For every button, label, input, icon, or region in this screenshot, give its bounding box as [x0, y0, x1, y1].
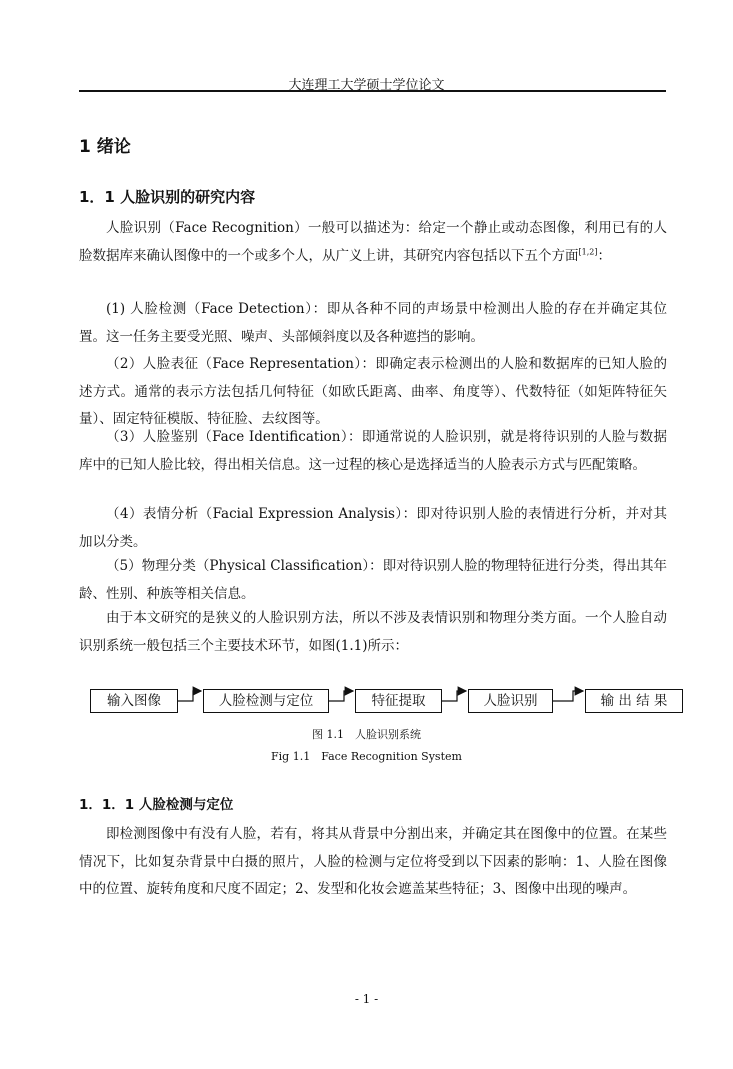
step-output-result: 输 出 结 果: [585, 689, 683, 713]
chapter-heading: 1 绪论: [79, 137, 131, 157]
figure-caption-cn: 图 1.1 人脸识别系统: [312, 728, 421, 741]
arrow-1: [177, 691, 201, 701]
flow-diagram: [79, 679, 683, 719]
step-feature-extraction: 特征提取: [355, 689, 442, 713]
item-face-identification: （3）人脸鉴别（Face Identification）：即通常说的人脸识别，就是将待识别的人脸与数据库中的已知人脸比较，得出相关信息。这一过程的核心是选择适当的人脸表示方式与匹配策略。: [79, 429, 667, 473]
citation: [1,2]: [578, 247, 598, 256]
step-face-recognition: 人脸识别: [468, 689, 553, 713]
figure-caption-en: Fig 1.1 Face Recognition System: [271, 750, 462, 763]
scope-paragraph: 由于本文研究的是狭义的人脸识别方法，所以不涉及表情识别和物理分类方面。一个人脸自动识别系统一般包括三个主要技术环节，如图(1.1)所示：: [79, 610, 667, 654]
intro-tail: ：: [597, 247, 611, 264]
subsection-heading: 1．1．1 人脸检测与定位: [79, 797, 234, 813]
item-physical-classification: （5）物理分类（Physical Classification）：即对待识别人脸的物理特征进行分类，得出其年龄、性别、种族等相关信息。: [79, 558, 667, 602]
intro-text: 人脸识别（Face Recognition）一般可以描述为：给定一个静止或动态图像，利用已有的人脸数据库来确认图像中的一个或多个人，从广义上讲，其研究内容包括以下五个方面: [79, 220, 667, 264]
intro-paragraph: [79, 215, 667, 270]
step-face-detection: 人脸检测与定位: [203, 689, 329, 713]
arrow-4: [552, 691, 583, 701]
section-heading: 1．1 人脸识别的研究内容: [79, 188, 256, 206]
detection-paragraph: 即检测图像中有没有人脸，若有，将其从背景中分割出来，并确定其在图像中的位置。在某些情况下，比如复杂背景中白摄的照片，人脸的检测与定位将受到以下因素的影响：1、人脸在图像中的位置、旋转角度和尺度不固定；2、发型和化妆会遮盖某些特征；3、图像中出现的噪声。: [79, 826, 667, 897]
arrow-3: [441, 691, 466, 701]
running-header: 大连理工大学硕士学位论文: [288, 78, 445, 93]
item-face-representation: （2）人脸表征（Face Representation）：即确定表示检测出的人脸和数据库的已知人脸的述方式。通常的表示方法包括几何特征（如欧氏距离、曲率、角度等）、代数特征（如矩阵特征矢量）、固定特征模版、特征脸、去纹图等。: [79, 356, 667, 427]
header-rule: [79, 90, 666, 92]
step-input-image: 输入图像: [90, 689, 178, 713]
item-expression-analysis: （4）表情分析（Facial Expression Analysis）：即对待识别人脸的表情进行分析，并对其加以分类。: [79, 506, 667, 550]
arrow-2: [328, 691, 353, 701]
item-face-detection: (1) 人脸检测（Face Detection）：即从各种不同的声场景中检测出人脸的存在并确定其位置。这一任务主要受光照、噪声、头部倾斜度以及各种遮挡的影响。: [79, 301, 667, 345]
page-number: - 1 -: [354, 992, 379, 1006]
